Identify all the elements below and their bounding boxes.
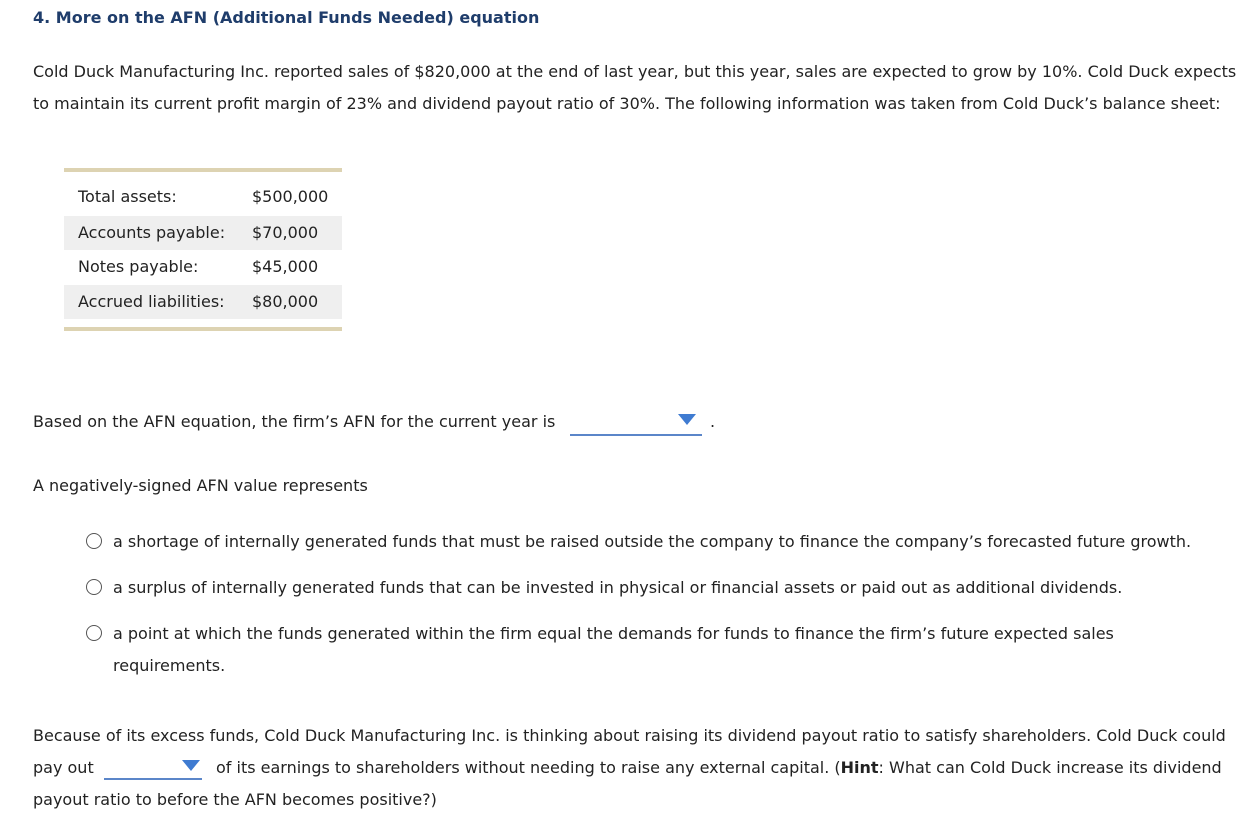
radio-option-shortage[interactable] — [86, 533, 102, 549]
chevron-down-icon — [678, 414, 696, 425]
afn-dropdown[interactable] — [570, 412, 702, 436]
option-surplus-label[interactable]: a surplus of internally generated funds that can be invested in physical or financial assets or paid out as additional dividends. — [113, 578, 1123, 597]
intro-line-1: Cold Duck Manufacturing Inc. reported sales of $820,000 at the end of last year, but this year, sales are expected to grow by 10%. Cold Duck expects — [33, 62, 1237, 81]
option-equilibrium-label[interactable]: a point at which the funds generated within the firm equal the demands for funds to finance the firm’s future expected sales — [113, 624, 1114, 643]
row-value: $70,000 — [252, 223, 319, 242]
option-equilibrium-label-cont[interactable]: requirements. — [113, 656, 226, 675]
hint-text: : What can Cold Duck increase its dividend — [878, 758, 1222, 777]
after-dropdown-text: of its earnings to shareholders without needing to raise any external capital. ( — [216, 758, 841, 777]
row-label: Total assets: — [78, 187, 177, 206]
table-row — [64, 250, 342, 284]
question-heading: 4. More on the AFN (Additional Funds Needed) equation — [33, 8, 540, 27]
payout-dropdown[interactable] — [104, 758, 202, 780]
afn-question-period: . — [710, 412, 716, 431]
row-label: Accrued liabilities: — [78, 292, 225, 311]
pay-out-text: pay out — [33, 758, 94, 777]
row-value: $500,000 — [252, 187, 329, 206]
table-row — [64, 285, 342, 319]
hint-label: Hint — [840, 758, 879, 777]
row-label: Notes payable: — [78, 257, 199, 276]
row-value: $80,000 — [252, 292, 319, 311]
table-top-rule — [64, 168, 342, 172]
dividend-question-line-2 — [216, 758, 1222, 777]
radio-option-surplus[interactable] — [86, 579, 102, 595]
row-value: $45,000 — [252, 257, 319, 276]
dividend-question-line-1: Because of its excess funds, Cold Duck Manufacturing Inc. is thinking about raising its dividend payout ratio to satisfy shareholders. Cold Duck could — [33, 726, 1226, 745]
negative-afn-question: A negatively-signed AFN value represents — [33, 476, 368, 495]
dividend-question-line-3: payout ratio to before the AFN becomes positive?) — [33, 790, 437, 809]
table-row — [64, 180, 342, 214]
radio-option-equilibrium[interactable] — [86, 625, 102, 641]
afn-question-text: Based on the AFN equation, the firm’s AFN for the current year is — [33, 412, 556, 431]
intro-line-2: to maintain its current profit margin of 23% and dividend payout ratio of 30%. The following information was taken from Cold Duck’s balance sheet: — [33, 94, 1221, 113]
chevron-down-icon — [182, 760, 200, 771]
table-row — [64, 216, 342, 250]
row-label: Accounts payable: — [78, 223, 226, 242]
table-bottom-rule — [64, 327, 342, 331]
option-shortage-label[interactable]: a shortage of internally generated funds that must be raised outside the company to finance the company’s forecasted future growth. — [113, 532, 1192, 551]
